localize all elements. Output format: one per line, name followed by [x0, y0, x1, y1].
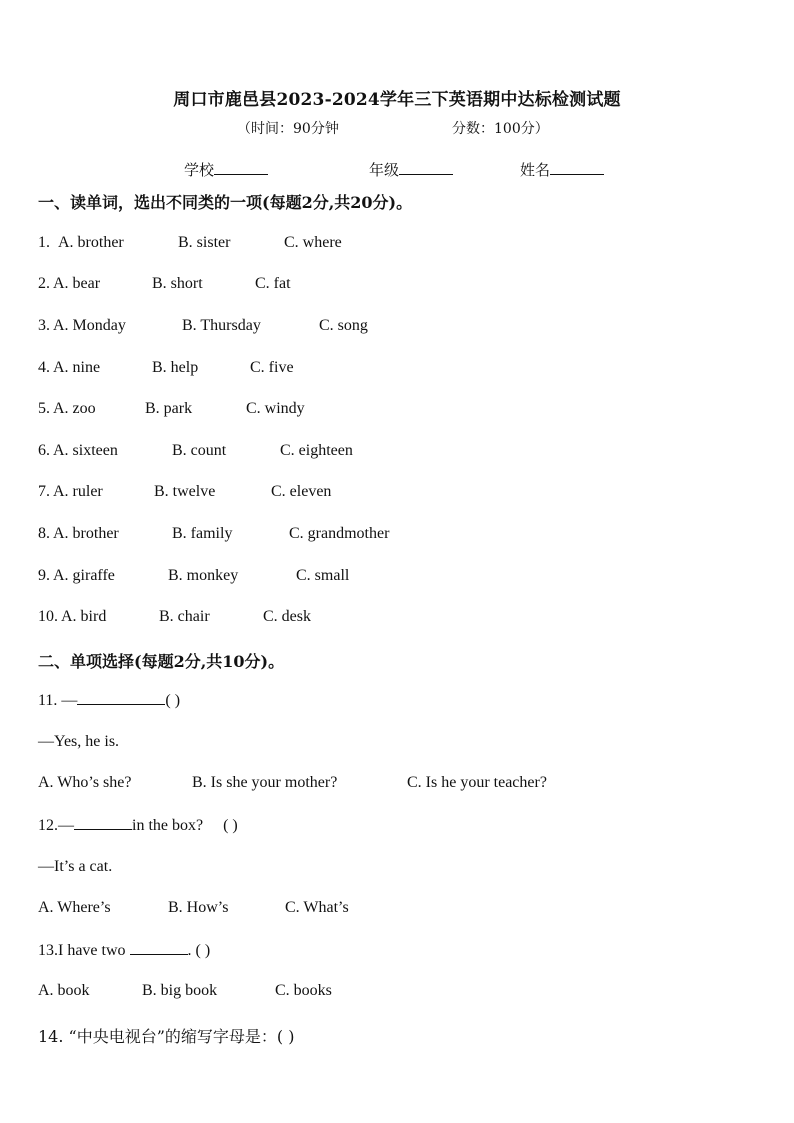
option-b: B. short: [152, 275, 203, 292]
option-b: B. twelve: [154, 483, 216, 500]
grade-field[interactable]: [369, 159, 453, 180]
q13-stem: [38, 941, 210, 960]
option-a: A. sixteen: [53, 442, 118, 459]
option-a: A. ruler: [53, 483, 103, 500]
q11-paren[interactable]: ( ): [165, 692, 181, 709]
option-b: B. help: [152, 359, 199, 376]
page-title: 周口市鹿邑县2023-2024学年三下英语期中达标检测试题: [173, 90, 621, 110]
question-number: 3.: [38, 317, 50, 334]
question-number: 4.: [38, 359, 50, 376]
option-c: C. Is he your teacher?: [407, 774, 547, 791]
grade-blank[interactable]: [399, 162, 453, 175]
option-a: A. bird: [61, 608, 107, 625]
school-field[interactable]: [184, 159, 268, 180]
question-number: 2.: [38, 275, 50, 292]
q12-answer: —It’s a cat.: [38, 858, 113, 875]
school-blank[interactable]: [214, 162, 268, 175]
option-c: C. where: [284, 234, 342, 251]
option-c: C. grandmother: [289, 525, 390, 542]
section2-heading: 二、单项选择(每题2分,共10分)。: [38, 652, 285, 671]
question-number: 5.: [38, 400, 50, 417]
option-a: A. giraffe: [53, 567, 115, 584]
option-b: B. chair: [159, 608, 210, 625]
option-a: A. nine: [53, 359, 101, 376]
option-b: B. Thursday: [182, 317, 261, 334]
option-c: C. fat: [255, 275, 291, 292]
option-b: B. monkey: [168, 567, 239, 584]
option-c: C. eighteen: [280, 442, 353, 459]
option-a: A. brother: [53, 525, 119, 542]
option-c: C. What’s: [285, 899, 349, 916]
question-number: 10.: [38, 608, 58, 625]
q13-blank[interactable]: [130, 941, 188, 955]
option-a: A. brother: [58, 234, 124, 251]
q11-blank[interactable]: [77, 691, 165, 705]
q11-prefix: 11. —: [38, 692, 78, 709]
option-a: A. bear: [53, 275, 101, 292]
q12-paren[interactable]: ( ): [223, 817, 238, 834]
option-c: C. desk: [263, 608, 311, 625]
option-a: A. Who’s she?: [38, 774, 132, 791]
question-row: [38, 442, 353, 460]
question-number: 9.: [38, 567, 50, 584]
exam-time: （时间：90分钟: [237, 121, 339, 137]
q12-blank[interactable]: [74, 816, 132, 830]
q14-stem: 14. “中央电视台”的缩写字母是：( ): [38, 1027, 295, 1046]
option-a: A. Where’s: [38, 899, 111, 916]
question-row: [38, 234, 342, 252]
q12-stem: [38, 816, 238, 835]
question-row: [38, 525, 390, 543]
question-row: [38, 400, 305, 418]
q13-suffix[interactable]: . ( ): [187, 942, 211, 959]
option-c: C. song: [319, 317, 368, 334]
q13-prefix: 13.I have two: [38, 942, 126, 959]
option-b: B. Is she your mother?: [192, 774, 338, 791]
option-a: A. Monday: [53, 317, 126, 334]
option-c: C. small: [296, 567, 350, 584]
q12-prefix: 12.—: [38, 817, 74, 834]
q11-stem: [38, 691, 180, 710]
option-b: B. park: [145, 400, 193, 417]
question-number: 1.: [38, 234, 50, 251]
question-row: [38, 608, 311, 626]
q12-mid: in the box?: [132, 817, 204, 834]
option-a: A. zoo: [53, 400, 96, 417]
option-b: B. How’s: [168, 899, 229, 916]
option-a: A. book: [38, 982, 90, 999]
question-number: 7.: [38, 483, 50, 500]
exam-score: 分数：100分）: [452, 121, 549, 137]
option-b: B. family: [172, 525, 233, 542]
option-b: B. big book: [142, 982, 218, 999]
option-c: C. windy: [246, 400, 305, 417]
name-label: 姓名: [520, 161, 551, 179]
school-label: 学校: [184, 161, 215, 179]
question-number: 8.: [38, 525, 50, 542]
section1-heading: 一、读单词，选出不同类的一项(每题2分,共20分)。: [38, 193, 413, 212]
option-c: C. five: [250, 359, 294, 376]
question-number: 6.: [38, 442, 50, 459]
question-row: [38, 275, 291, 293]
question-row: [38, 317, 368, 335]
option-c: C. books: [275, 982, 332, 999]
option-b: B. sister: [178, 234, 231, 251]
option-c: C. eleven: [271, 483, 332, 500]
question-row: [38, 359, 294, 377]
grade-label: 年级: [369, 161, 400, 179]
q11-answer: —Yes, he is.: [38, 733, 120, 750]
question-row: [38, 483, 332, 501]
option-b: B. count: [172, 442, 227, 459]
name-field[interactable]: [520, 159, 604, 180]
name-blank[interactable]: [550, 162, 604, 175]
question-row: [38, 567, 350, 585]
